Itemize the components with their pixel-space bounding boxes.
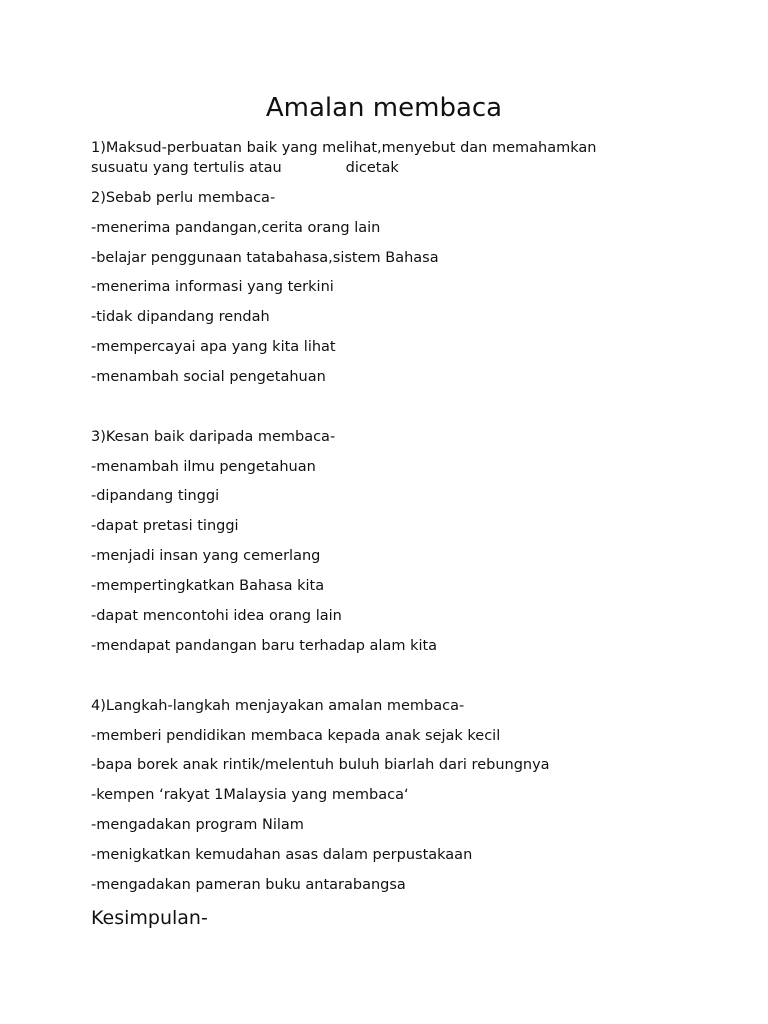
section4-item: -memberi pendidikan membaca kepada anak sejak kecil	[91, 728, 501, 744]
section2-item: -menerima pandangan,cerita orang lain	[91, 220, 381, 236]
section4-item: -mengadakan program Nilam	[91, 817, 304, 833]
section3-item: -menjadi insan yang cemerlang	[91, 548, 321, 564]
section4-item: -kempen ‘rakyat 1Malaysia yang membaca‘	[91, 787, 409, 803]
section1-line2a: susuatu yang tertulis atau	[91, 160, 282, 176]
section3-heading: 3)Kesan baik daripada membaca-	[91, 429, 336, 445]
section3-item: -dapat mencontohi idea orang lain	[91, 608, 342, 624]
conclusion-heading: Kesimpulan-	[91, 907, 208, 929]
section3-item: -mendapat pandangan baru terhadap alam kita	[91, 638, 438, 654]
section2-item: -belajar penggunaan tatabahasa,sistem Bahasa	[91, 250, 439, 266]
section4-item: -bapa borek anak rintik/melentuh buluh biarlah dari rebungnya	[91, 757, 550, 773]
section4-item: -mengadakan pameran buku antarabangsa	[91, 877, 406, 893]
section2-item: -mempercayai apa yang kita lihat	[91, 339, 336, 355]
document-title: Amalan membaca	[265, 93, 503, 123]
section2-item: -tidak dipandang rendah	[91, 309, 270, 325]
section1-line2b: dicetak	[345, 160, 399, 176]
section3-item: -mempertingkatkan Bahasa kita	[91, 578, 325, 594]
section4-heading: 4)Langkah-langkah menjayakan amalan membaca-	[91, 698, 465, 714]
section1-line2	[91, 158, 399, 178]
section2-item: -menerima informasi yang terkini	[91, 279, 334, 295]
section4-item: -menigkatkan kemudahan asas dalam perpustakaan	[91, 847, 473, 863]
section2-item: -menambah social pengetahuan	[91, 369, 326, 385]
section3-item: -menambah ilmu pengetahuan	[91, 459, 316, 475]
section1-line1: 1)Maksud-perbuatan baik yang melihat,menyebut dan memahamkan	[91, 140, 597, 156]
section3-item: -dapat pretasi tinggi	[91, 518, 239, 534]
section2-heading: 2)Sebab perlu membaca-	[91, 190, 276, 206]
section3-item: -dipandang tinggi	[91, 488, 220, 504]
